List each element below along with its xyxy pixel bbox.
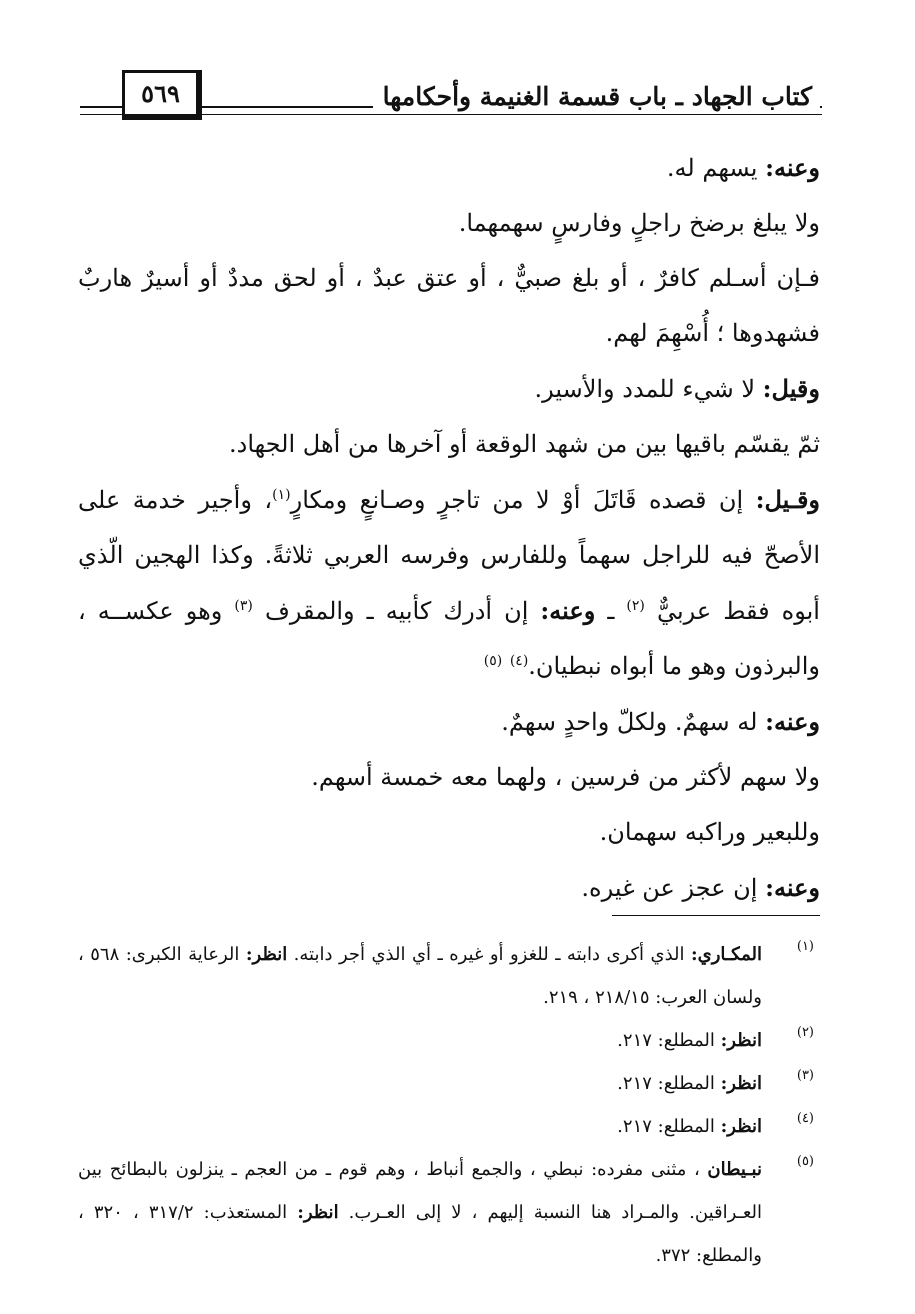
text: وهو عكســه ، والبرذون وهو ما أبواه نبطيان. [78,597,820,680]
paragraph-5: ثمّ يقسّم باقيها بين من شهد الوقعة أو آخرها من أهل الجهاد. [229,430,820,458]
footnotes [78,933,820,1277]
footnote-ref-4[interactable]: (٤) [509,653,529,669]
paragraph-2: ولا يبلغ برضخ راجلٍ وفارسٍ سهمهما. [458,209,820,237]
footnote-ref-5[interactable]: (٥) [483,653,503,669]
paragraph-4 [78,361,820,417]
keyword: انظر: [720,1030,762,1051]
keyword: انظر: [245,944,288,965]
text: ، وأجير خدمة على الأصحّ فيه للراجل سهماً وللفارس وفرسه العربي ثلاثةً. وكذا الهجين الّذي أبوه فقط عربيٌّ [78,486,820,625]
text: إن عجز عن غيره. [581,874,766,902]
keyword: المكـاري: [690,944,762,965]
running-title: كتاب الجهاد ـ باب قسمة الغنيمة وأحكامها [373,82,820,111]
footnote-2 [78,1019,820,1062]
keyword: نبـيطان [707,1159,762,1180]
text: المطلع: ٢١٧. [617,1030,721,1051]
text: الرعاية الكبرى: ٥٦٨ ، ولسان العرب: ٢١٨/١٥ ، ٢١٩. [78,944,762,1008]
footnote-separator [612,915,820,916]
paragraph-6 [78,472,820,694]
text: المطلع: ٢١٧. [617,1073,721,1094]
keyword: وقـيل: [755,485,821,514]
footnote-number: (٥) [796,1154,814,1169]
text: ـ [595,597,627,625]
footnote-4 [78,1105,820,1148]
keyword: انظر: [297,1202,339,1223]
paragraph-1 [78,140,820,196]
main-text [78,140,820,916]
footnote-1 [78,933,820,1019]
paragraph-8: ولا سهم لأكثر من فرسين ، ولهما معه خمسة أسهم. [311,763,820,791]
page-header [80,70,822,128]
text: المطلع: ٢١٧. [617,1116,721,1137]
footnote-number: (٢) [796,1025,814,1040]
keyword: وعنه: [765,873,820,902]
paragraph-3: فـإن أسـلم كافرٌ ، أو بلغ صبيٌّ ، أو عتق عبدٌ ، أو لحق مددٌ أو أسيرٌ هاربٌ فشهدوها ؛ أُسْهِمَ لهم. [78,264,821,347]
paragraph-9: وللبعير وراكبه سهمان. [599,818,820,846]
text: إن أدرك كأبيه ـ والمقرف [264,597,541,625]
footnote-ref-3[interactable]: (٣) [234,598,253,614]
keyword: وعنه: [765,707,820,736]
text: ، مثنى مفرده: نبطي ، والجمع أنباط ، وهم قوم ـ من العجم ـ ينزلون بالبطائح بين العـراقين. والمـراد هنا النسبة إليهم ، لا إلى العـرب. [78,1159,762,1223]
footnote-5 [78,1148,820,1277]
paragraph-10 [78,860,820,916]
footnote-number: (١) [796,939,814,954]
footnote-3 [78,1062,820,1105]
keyword: وعنه: [765,153,820,182]
footnote-number: (٣) [796,1068,814,1083]
text: لا شيء للمدد والأسير. [534,375,763,403]
footnote-number: (٤) [796,1111,814,1126]
text: الذي أكرى دابته ـ للغزو أو غيره ـ أي الذي أجر دابته. [287,944,691,965]
text: له سهمٌ. ولكلّ واحدٍ سهمٌ. [501,708,766,736]
text: يسهم له. [666,154,766,182]
text: المستعذب: ٣١٧/٢ ، ٣٢٠ ، والمطلع: ٣٧٢. [78,1202,762,1266]
keyword: وقيل: [762,374,820,403]
keyword: انظر: [720,1073,762,1094]
keyword: انظر: [720,1116,762,1137]
text: إن قصده قَاتَلَ أوْ لا من تاجرٍ وصـانعٍ ومكارٍ [290,486,756,514]
footnote-ref-2[interactable]: (٢) [626,598,645,614]
page-number: ٥٦٩ [122,70,202,120]
paragraph-7 [78,694,820,750]
keyword: وعنه: [540,596,596,625]
footnote-ref-1[interactable]: (١) [272,487,291,503]
